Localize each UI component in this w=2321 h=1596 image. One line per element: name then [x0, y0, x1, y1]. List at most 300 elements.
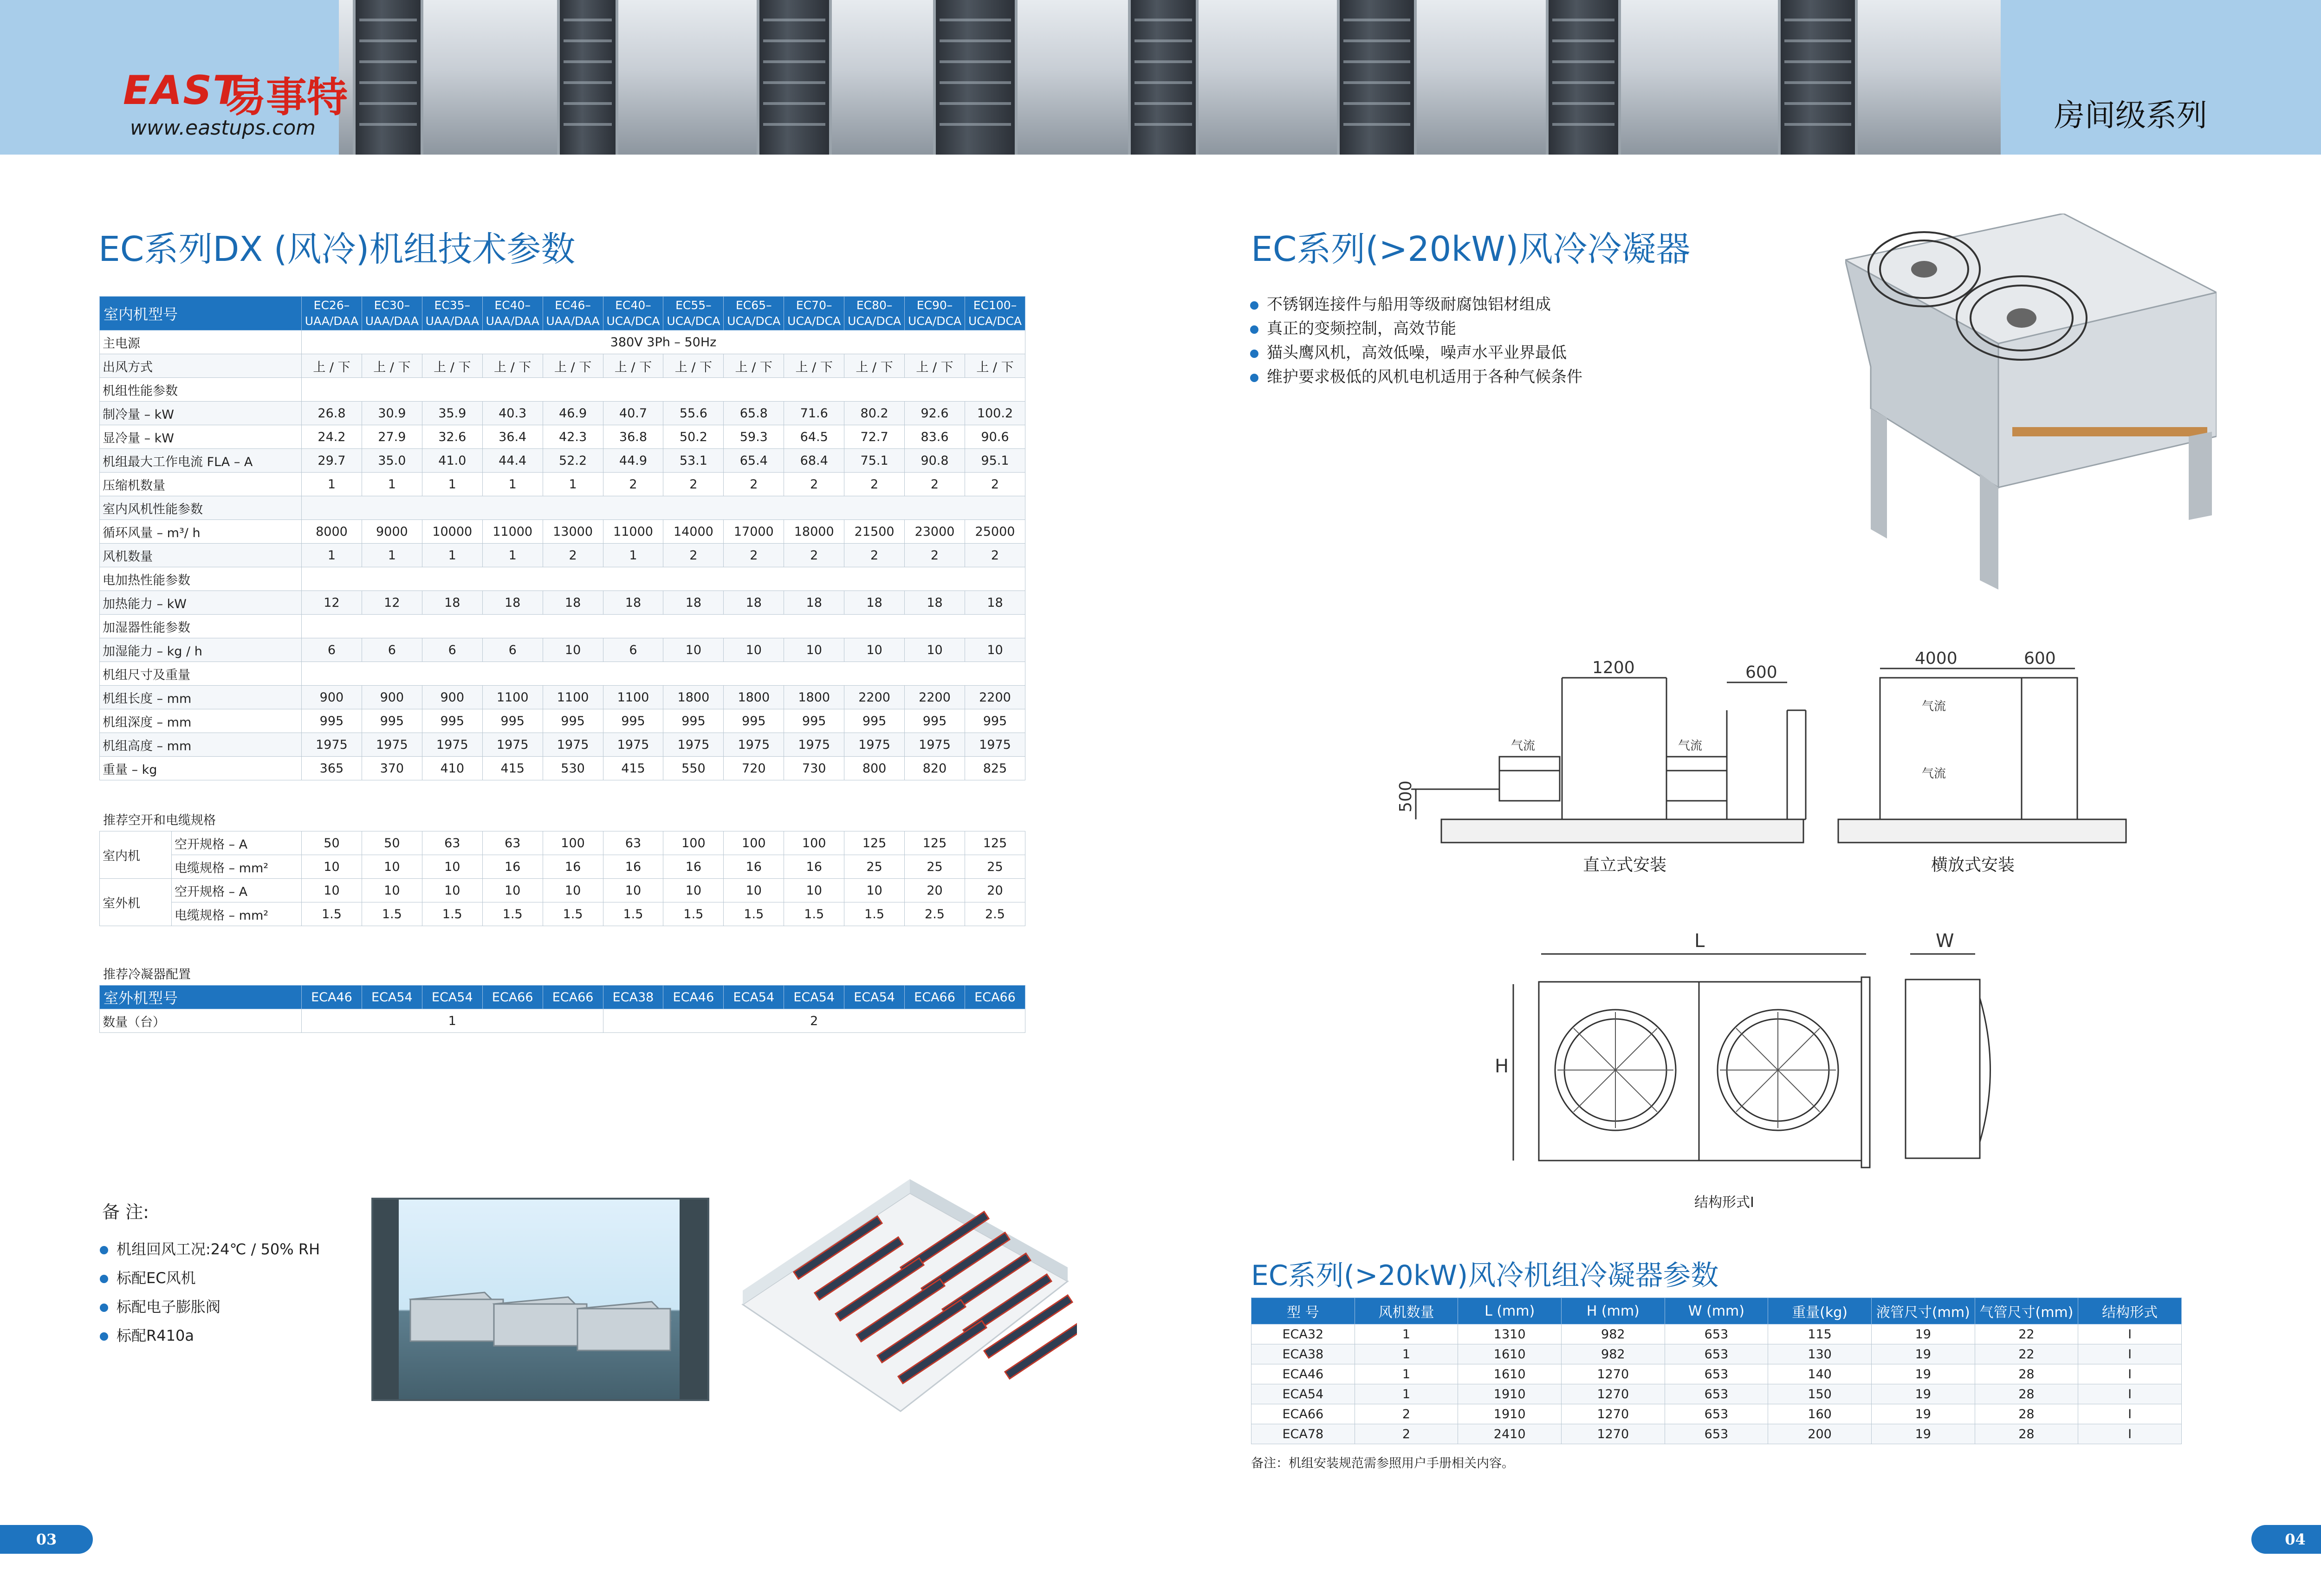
- spec-group-blank: [302, 496, 1025, 520]
- param-header-cell: 液管尺寸(mm): [1871, 1298, 1975, 1324]
- spec-row-label: 加热能力 – kW: [100, 591, 302, 615]
- model-cell-6: [603, 297, 663, 331]
- model-cell-line2: UAA/DAA: [305, 314, 359, 328]
- param-header-cell: 重量(kg): [1768, 1298, 1872, 1324]
- switch-cell: 1.5: [784, 902, 844, 926]
- spec-cell: 35.0: [362, 449, 422, 473]
- feature-text: 不锈钢连接件与船用等级耐腐蚀铝材组成: [1267, 295, 1551, 314]
- param-row: [1251, 1344, 2182, 1364]
- spec-cell: 40.7: [603, 402, 663, 425]
- spec-row-label: 风机数量: [100, 544, 302, 567]
- spec-row-label: 制冷量 – kW: [100, 402, 302, 425]
- switch-row: [100, 902, 1025, 926]
- param-cell: 22: [1975, 1344, 2078, 1364]
- spec-cell: 40.3: [482, 402, 543, 425]
- model-cell-5: [543, 297, 603, 331]
- param-cell: 653: [1665, 1324, 1768, 1344]
- notes-title: 备 注:: [102, 1202, 149, 1222]
- switch-cell: 1.5: [302, 902, 362, 926]
- model-cell-line1: EC55–: [675, 298, 712, 312]
- spec-cell: 上 / 下: [603, 354, 663, 378]
- dim-500: 500: [1396, 780, 1415, 812]
- spec-cell: 13000: [543, 520, 603, 544]
- spec-cell: 1: [362, 544, 422, 567]
- model-cell-9: [784, 297, 844, 331]
- switch-cell: 63: [482, 831, 543, 855]
- spec-cell: 2200: [965, 686, 1025, 709]
- spec-cell: 上 / 下: [905, 354, 965, 378]
- model-cell-4: [482, 297, 543, 331]
- spec-cell: 2: [784, 544, 844, 567]
- param-cell: 28: [1975, 1364, 2078, 1384]
- spec-cell: 1975: [603, 733, 663, 757]
- airflow-label-4: 气流: [1922, 767, 1946, 781]
- spec-cell: 1975: [905, 733, 965, 757]
- structure-diagram: [1485, 928, 2042, 1226]
- spec-cell: 上 / 下: [362, 354, 422, 378]
- spec-cell: 52.2: [543, 449, 603, 473]
- spec-cell: 900: [302, 686, 362, 709]
- server-rack-7: [1546, 0, 1621, 155]
- switch-cell: 1.5: [543, 902, 603, 926]
- model-cell-8: [724, 297, 784, 331]
- switch-cell: 10: [362, 879, 422, 902]
- spec-cell: 800: [844, 757, 905, 780]
- switch-cell: 25: [905, 855, 965, 879]
- switch-cell: 50: [362, 831, 422, 855]
- spec-cell: 68.4: [784, 449, 844, 473]
- spec-row-label: 重量 – kg: [100, 757, 302, 780]
- spec-row: [100, 354, 1025, 378]
- param-cell: 28: [1975, 1424, 2078, 1444]
- spec-cell: 上 / 下: [543, 354, 603, 378]
- spec-cell: 18: [663, 591, 724, 615]
- spec-cell: 1: [302, 473, 362, 496]
- model-cell-line1: EC90–: [916, 298, 953, 312]
- switch-cell: 63: [422, 831, 482, 855]
- spec-cell: 1975: [724, 733, 784, 757]
- qty-cell-1: 1: [302, 1009, 603, 1033]
- spec-cell: 995: [905, 709, 965, 733]
- param-header-cell: H (mm): [1561, 1298, 1665, 1324]
- param-cell: ECA66: [1251, 1404, 1355, 1424]
- note-item: [100, 1321, 320, 1350]
- switch-cell: 25: [965, 855, 1025, 879]
- spec-cell: 36.8: [603, 425, 663, 449]
- param-row: [1251, 1424, 2182, 1444]
- switch-cell: 10: [302, 879, 362, 902]
- switch-cell: 16: [784, 855, 844, 879]
- switch-cell: 10: [302, 855, 362, 879]
- spec-cell: 18: [603, 591, 663, 615]
- spec-cell: 23000: [905, 520, 965, 544]
- switch-cell: 10: [422, 855, 482, 879]
- spec-cell: 1975: [482, 733, 543, 757]
- param-cell: 160: [1768, 1404, 1872, 1424]
- switch-cell: 2.5: [965, 902, 1025, 926]
- spec-cell: 36.4: [482, 425, 543, 449]
- spec-row: [100, 331, 1025, 354]
- model-cell-line1: EC80–: [856, 298, 893, 312]
- feature-text: 真正的变频控制，高效节能: [1267, 319, 1456, 338]
- model-cell-11: [905, 297, 965, 331]
- server-rack-3: [757, 0, 832, 155]
- spec-cell: 35.9: [422, 402, 482, 425]
- caption-structure: 结构形式I: [1694, 1194, 1754, 1211]
- brand-logo-cn: 易事特: [225, 73, 348, 121]
- switch-row-label: 空开规格 – A: [172, 831, 302, 855]
- spec-cell: 1100: [482, 686, 543, 709]
- switch-cell: 1.5: [603, 902, 663, 926]
- spec-cell: 10: [543, 638, 603, 662]
- param-cell: 28: [1975, 1404, 2078, 1424]
- spec-row: [100, 709, 1025, 733]
- switch-cell: 10: [482, 879, 543, 902]
- param-cell: 150: [1768, 1384, 1872, 1404]
- spec-row: [100, 378, 1025, 402]
- spec-row-label: 电加热性能参数: [100, 567, 302, 591]
- param-header-cell: 气管尺寸(mm): [1975, 1298, 2078, 1324]
- spec-cell: 25000: [965, 520, 1025, 544]
- spec-cell: 9000: [362, 520, 422, 544]
- spec-cell: 1100: [543, 686, 603, 709]
- spec-row: [100, 544, 1025, 567]
- spec-cell: 825: [965, 757, 1025, 780]
- switch-cell: 125: [905, 831, 965, 855]
- dc-rack-row: [1005, 1316, 1077, 1379]
- spec-cell: 1: [362, 473, 422, 496]
- param-cell: 115: [1768, 1324, 1872, 1344]
- spec-cell: 415: [482, 757, 543, 780]
- spec-cell: 1800: [724, 686, 784, 709]
- param-cell: 1310: [1458, 1324, 1562, 1344]
- spec-cell: 370: [362, 757, 422, 780]
- spec-row: [100, 449, 1025, 473]
- spec-cell: 6: [362, 638, 422, 662]
- param-cell: 653: [1665, 1344, 1768, 1364]
- spec-row: [100, 520, 1025, 544]
- spec-cell: 上 / 下: [784, 354, 844, 378]
- spec-cell: 1: [422, 473, 482, 496]
- condenser-param-table: [1251, 1298, 2182, 1444]
- spec-cell: 14000: [663, 520, 724, 544]
- spec-cell: 995: [543, 709, 603, 733]
- spec-cell: 2: [784, 473, 844, 496]
- airflow-label-3: 气流: [1922, 700, 1946, 714]
- spec-row: [100, 757, 1025, 780]
- spec-cell: 55.6: [663, 402, 724, 425]
- spec-cell: 上 / 下: [482, 354, 543, 378]
- param-cell: 982: [1561, 1344, 1665, 1364]
- switch-cell: 10: [784, 879, 844, 902]
- param-cell: 200: [1768, 1424, 1872, 1444]
- server-rack-2: [557, 0, 618, 155]
- note-item: [100, 1235, 320, 1264]
- spec-cell: 8000: [302, 520, 362, 544]
- param-cell: 1610: [1458, 1344, 1562, 1364]
- spec-cell: 24.2: [302, 425, 362, 449]
- cond-model-cell: ECA66: [482, 986, 543, 1009]
- bullet-dot-icon: [100, 1304, 108, 1312]
- spec-cell: 18: [543, 591, 603, 615]
- switch-row-label: 电缆规格 – mm²: [172, 902, 302, 926]
- dim-600-vertical: 600: [1745, 663, 1777, 682]
- spec-row-label: 加湿器性能参数: [100, 615, 302, 638]
- cond-model-cell: ECA54: [362, 986, 422, 1009]
- spec-cell: 72.7: [844, 425, 905, 449]
- spec-row-label: 出风方式: [100, 354, 302, 378]
- param-header-cell: 风机数量: [1355, 1298, 1458, 1324]
- spec-cell: 53.1: [663, 449, 724, 473]
- spec-row: [100, 402, 1025, 425]
- airflow-label-1: 气流: [1511, 739, 1536, 753]
- spec-cell: 1975: [362, 733, 422, 757]
- switch-row-label: 电缆规格 – mm²: [172, 855, 302, 879]
- switch-cell: 125: [965, 831, 1025, 855]
- param-header-cell: L (mm): [1458, 1298, 1562, 1324]
- switch-cell: 10: [724, 879, 784, 902]
- param-cell: I: [2078, 1404, 2182, 1424]
- cond-model-cell: ECA38: [603, 986, 663, 1009]
- spec-cell: 上 / 下: [844, 354, 905, 378]
- model-cell-line1: EC35–: [434, 298, 471, 312]
- switch-cell: 1.5: [663, 902, 724, 926]
- note-text: 标配R410a: [117, 1327, 194, 1344]
- param-cell: 19: [1871, 1404, 1975, 1424]
- airflow-label-2: 气流: [1678, 739, 1703, 753]
- switch-cell: 100: [663, 831, 724, 855]
- spec-cell: 2: [905, 544, 965, 567]
- brand-logo: EAST: [123, 67, 241, 114]
- spec-cell: 92.6: [905, 402, 965, 425]
- spec-row-span: 380V 3Ph – 50Hz: [302, 331, 1025, 354]
- switch-cell: 16: [663, 855, 724, 879]
- switch-cell: 2.5: [905, 902, 965, 926]
- dim-L: L: [1694, 930, 1705, 952]
- switch-cell: 100: [724, 831, 784, 855]
- installation-diagram: [1393, 636, 2275, 896]
- param-cell: 653: [1665, 1424, 1768, 1444]
- spec-cell: 11000: [603, 520, 663, 544]
- spec-cell: 65.4: [724, 449, 784, 473]
- bullet-dot-icon: [1250, 350, 1258, 358]
- param-cell: 1610: [1458, 1364, 1562, 1384]
- cond-header-cell: 室外机型号: [100, 986, 302, 1009]
- server-rack-6: [1337, 0, 1417, 155]
- feature-item: [1250, 365, 1582, 389]
- feature-text: 猫头鹰风机，高效低噪，噪声水平业界最低: [1267, 344, 1567, 362]
- spec-cell: 1800: [663, 686, 724, 709]
- dim-W: W: [1936, 930, 1954, 952]
- cond-model-cell: ECA54: [844, 986, 905, 1009]
- switch-cell: 1.5: [362, 902, 422, 926]
- spec-header-row: [100, 297, 1025, 331]
- spec-cell: 95.1: [965, 449, 1025, 473]
- param-cell: 653: [1665, 1404, 1768, 1424]
- model-cell-line2: UAA/DAA: [365, 314, 419, 328]
- spec-cell: 64.5: [784, 425, 844, 449]
- spec-cell: 18: [784, 591, 844, 615]
- spec-cell: 1975: [784, 733, 844, 757]
- feature-list: [1250, 292, 1582, 389]
- spec-cell: 1975: [422, 733, 482, 757]
- model-cell-line2: UCA/DCA: [848, 314, 901, 328]
- spec-group-blank: [302, 615, 1025, 638]
- spec-cell: 2: [965, 473, 1025, 496]
- switch-cell: 20: [905, 879, 965, 902]
- spec-row: [100, 638, 1025, 662]
- data-center-illustration: [733, 1174, 1077, 1416]
- spec-cell: 18: [724, 591, 784, 615]
- switch-cell: 20: [965, 879, 1025, 902]
- switch-cell: 10: [362, 855, 422, 879]
- switch-title: 推荐空开和电缆规格: [103, 813, 216, 828]
- server-rack-5: [1128, 0, 1199, 155]
- spec-cell: 27.9: [362, 425, 422, 449]
- spec-cell: 1: [482, 473, 543, 496]
- spec-cell: 10: [724, 638, 784, 662]
- param-cell: I: [2078, 1364, 2182, 1384]
- switch-cell: 63: [603, 831, 663, 855]
- param-cell: 2410: [1458, 1424, 1562, 1444]
- spec-cell: 1: [543, 473, 603, 496]
- spec-cell: 11000: [482, 520, 543, 544]
- cond-model-cell: ECA66: [965, 986, 1025, 1009]
- spec-cell: 90.6: [965, 425, 1025, 449]
- spec-row: [100, 567, 1025, 591]
- switch-cell: 10: [663, 879, 724, 902]
- spec-cell: 18: [844, 591, 905, 615]
- param-cell: 22: [1975, 1324, 2078, 1344]
- spec-cell: 995: [663, 709, 724, 733]
- spec-row-label: 机组高度 – mm: [100, 733, 302, 757]
- spec-row-label: 显冷量 – kW: [100, 425, 302, 449]
- param-cell: ECA32: [1251, 1324, 1355, 1344]
- spec-cell: 2: [724, 473, 784, 496]
- spec-cell: 10: [784, 638, 844, 662]
- spec-row-label: 机组尺寸及重量: [100, 662, 302, 686]
- spec-cell: 1100: [603, 686, 663, 709]
- spec-cell: 10: [905, 638, 965, 662]
- spec-row-label: 机组性能参数: [100, 378, 302, 402]
- switch-row: [100, 831, 1025, 855]
- spec-cell: 2: [663, 544, 724, 567]
- param-row: [1251, 1404, 2182, 1424]
- remark: 备注：机组安装规范需参照用户手册相关内容。: [1251, 1456, 1514, 1471]
- spec-cell: 上 / 下: [422, 354, 482, 378]
- spec-cell: 12: [362, 591, 422, 615]
- param-cell: I: [2078, 1324, 2182, 1344]
- spec-group-blank: [302, 662, 1025, 686]
- notes-list: [100, 1235, 320, 1350]
- spec-cell: 2200: [844, 686, 905, 709]
- spec-cell: 1975: [543, 733, 603, 757]
- switch-cell: 10: [543, 879, 603, 902]
- bullet-dot-icon: [100, 1332, 108, 1341]
- spec-cell: 1: [302, 544, 362, 567]
- spec-group-blank: [302, 378, 1025, 402]
- param-cell: I: [2078, 1344, 2182, 1364]
- spec-cell: 18000: [784, 520, 844, 544]
- spec-group-blank: [302, 567, 1025, 591]
- model-cell-line1: EC26–: [313, 298, 350, 312]
- note-item: [100, 1264, 320, 1292]
- param-cell: 2: [1355, 1404, 1458, 1424]
- model-cell-3: [422, 297, 482, 331]
- cond-model-cell: ECA46: [302, 986, 362, 1009]
- spec-cell: 1: [603, 544, 663, 567]
- right-page-title: EC系列(>20kW)风冷冷凝器: [1251, 229, 1691, 269]
- model-cell-2: [362, 297, 422, 331]
- spec-cell: 2: [724, 544, 784, 567]
- switch-table: [99, 831, 1025, 926]
- param-cell: 28: [1975, 1384, 2078, 1404]
- spec-cell: 18: [965, 591, 1025, 615]
- spec-cell: 1: [482, 544, 543, 567]
- qty-cell-2: 2: [603, 1009, 1025, 1033]
- spec-cell: 59.3: [724, 425, 784, 449]
- spec-cell: 995: [482, 709, 543, 733]
- switch-cell: 16: [724, 855, 784, 879]
- spec-cell: 26.8: [302, 402, 362, 425]
- server-rack-1: [353, 0, 423, 155]
- feature-text: 维护要求极低的风机电机适用于各种气候条件: [1267, 368, 1582, 386]
- model-cell-line2: UCA/DCA: [727, 314, 781, 328]
- condenser-config-table: [99, 985, 1025, 1033]
- spec-cell: 18: [905, 591, 965, 615]
- param-cell: 1270: [1561, 1364, 1665, 1384]
- param-cell: 653: [1665, 1364, 1768, 1384]
- spec-cell: 65.8: [724, 402, 784, 425]
- caption-horizontal-install: 横放式安装: [1931, 856, 2015, 875]
- param-cell: I: [2078, 1384, 2182, 1404]
- cond-model-cell: ECA66: [905, 986, 965, 1009]
- spec-cell: 6: [302, 638, 362, 662]
- model-cell-12: [965, 297, 1025, 331]
- series-title: 房间级系列: [2054, 97, 2207, 133]
- spec-cell: 6: [482, 638, 543, 662]
- spec-cell: 995: [362, 709, 422, 733]
- spec-cell: 90.8: [905, 449, 965, 473]
- spec-cell: 10: [844, 638, 905, 662]
- spec-row: [100, 733, 1025, 757]
- model-cell-line1: EC70–: [796, 298, 832, 312]
- dim-1200: 1200: [1592, 658, 1635, 677]
- dim-600-horizontal: 600: [2024, 649, 2056, 668]
- model-cell-line1: EC100–: [973, 298, 1017, 312]
- spec-table: [99, 296, 1025, 780]
- note-text: 标配电子膨胀阀: [117, 1298, 221, 1316]
- spec-cell: 44.9: [603, 449, 663, 473]
- spec-cell: 32.6: [422, 425, 482, 449]
- switch-cell: 10: [603, 879, 663, 902]
- model-cell-line1: EC46–: [555, 298, 591, 312]
- spec-cell: 900: [422, 686, 482, 709]
- bullet-dot-icon: [100, 1275, 108, 1283]
- param-cell: 19: [1871, 1424, 1975, 1444]
- switch-row: [100, 879, 1025, 902]
- model-cell-7: [663, 297, 724, 331]
- cond-header-row: [100, 986, 1025, 1009]
- spec-cell: 12: [302, 591, 362, 615]
- param-cell: 2: [1355, 1424, 1458, 1444]
- param-cell: 19: [1871, 1384, 1975, 1404]
- param-cell: 140: [1768, 1364, 1872, 1384]
- spec-cell: 30.9: [362, 402, 422, 425]
- spec-row: [100, 496, 1025, 520]
- spec-row-label: 主电源: [100, 331, 302, 354]
- param-cell: ECA78: [1251, 1424, 1355, 1444]
